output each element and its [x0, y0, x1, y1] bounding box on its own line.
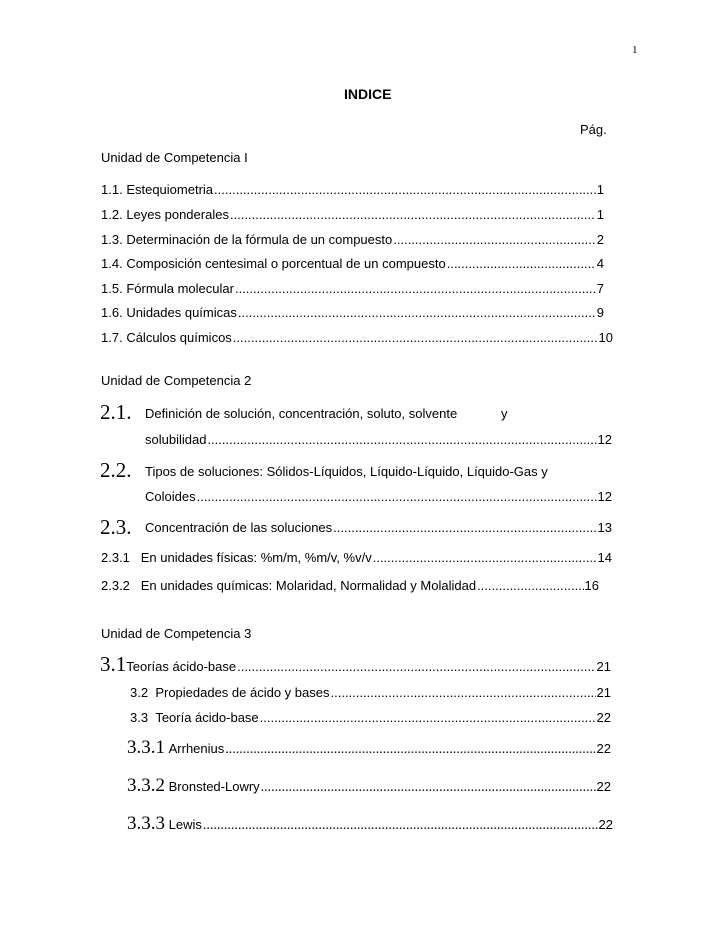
dot-leader	[235, 281, 596, 296]
entry-page: 16	[584, 578, 599, 593]
entry-text: Determinación de la fórmula de un compuesto	[126, 232, 393, 247]
dot-leader	[225, 742, 595, 758]
entry-page: 2	[596, 232, 604, 247]
page-number: 1	[632, 44, 638, 56]
dot-leader	[237, 659, 595, 674]
entry-text: En unidades químicas: Molaridad, Normalidad y Molalidad	[140, 578, 477, 593]
toc-entry[interactable]	[101, 550, 612, 565]
dot-leader	[331, 685, 596, 700]
section-text: Tipos de soluciones: Sólidos-Líquidos, Líquido-Líquido, Líquido-Gas y	[145, 464, 548, 479]
section-text: Definición de solución, concentración, soluto, solvente	[145, 406, 458, 421]
dot-leader	[261, 780, 596, 796]
entry-text: Coloides	[145, 489, 196, 504]
entry-number: 1.6.	[101, 305, 123, 320]
dot-leader	[447, 256, 596, 271]
toc-entry[interactable]	[127, 737, 611, 759]
entry-page: 14	[597, 550, 612, 565]
toc-entry[interactable]	[101, 207, 604, 222]
entry-number: 3.2	[130, 685, 149, 700]
entry-number: 3.3	[130, 710, 149, 725]
toc-entry[interactable]	[130, 685, 611, 700]
entry-text: Concentración de las soluciones	[145, 520, 333, 535]
toc-entry[interactable]	[101, 578, 599, 593]
dot-leader	[333, 520, 596, 535]
section-number: 2.2.	[100, 458, 132, 482]
entry-page: 1	[596, 182, 604, 197]
entry-text: Estequiometria	[126, 182, 214, 197]
dot-leader	[197, 489, 597, 504]
dot-leader	[238, 305, 596, 320]
entry-number: 3.1	[100, 652, 127, 676]
entry-page: 4	[596, 256, 604, 271]
entry-text: En unidades físicas: %m/m, %m/v, %v/v	[140, 550, 372, 565]
entry-text: Bronsted-Lowry	[168, 779, 260, 794]
toc-entry[interactable]	[127, 813, 613, 835]
entry-number: 1.2.	[101, 207, 123, 222]
dot-leader	[230, 207, 596, 222]
toc-entry[interactable]	[101, 182, 604, 197]
unit-heading-1: Unidad de Competencia I	[101, 150, 248, 165]
dot-leader	[233, 330, 598, 345]
unit-heading-3: Unidad de Competencia 3	[101, 626, 252, 641]
entry-number: 1.4.	[101, 256, 123, 271]
entry-number: 1.3.	[101, 232, 123, 247]
entry-text: Leyes ponderales	[126, 207, 229, 222]
entry-text: Cálculos químicos	[126, 330, 232, 345]
entry-number: 2.3.1	[101, 550, 130, 565]
entry-text: Lewis	[168, 817, 202, 832]
page-title: INDICE	[344, 86, 392, 102]
toc-entry[interactable]	[101, 232, 604, 247]
entry-text: Unidades químicas	[126, 305, 237, 320]
entry-number: 2.3.2	[101, 578, 130, 593]
toc-entry[interactable]	[100, 652, 611, 677]
entry-page: 12	[597, 489, 612, 504]
dot-leader	[207, 432, 596, 447]
entry-number: 3.3.3	[127, 813, 165, 834]
toc-entry[interactable]	[130, 710, 611, 725]
entry-page: 13	[597, 520, 612, 535]
entry-number: 1.5.	[101, 281, 123, 296]
page-column-label: Pág.	[580, 122, 607, 137]
entry-page: 22	[598, 817, 613, 832]
toc-entry[interactable]	[145, 432, 612, 447]
dot-leader	[477, 578, 583, 593]
toc-entry[interactable]	[101, 330, 613, 345]
entry-text: Teorías ácido-base	[126, 659, 237, 674]
toc-entry[interactable]	[101, 281, 604, 296]
entry-number: 3.3.1	[127, 737, 165, 758]
entry-text: solubilidad	[145, 432, 207, 447]
entry-page: 22	[596, 741, 611, 756]
section-number: 2.3.	[100, 515, 132, 539]
entry-page: 12	[597, 432, 612, 447]
entry-text: Propiedades de ácido y bases	[155, 685, 330, 700]
dot-leader	[393, 232, 596, 247]
section-text-end: y	[501, 406, 508, 421]
entry-page: 21	[596, 659, 611, 674]
unit-heading-2: Unidad de Competencia 2	[101, 373, 252, 388]
section-number: 2.1.	[100, 400, 132, 424]
entry-page: 21	[596, 685, 611, 700]
entry-number: 1.7.	[101, 330, 123, 345]
dot-leader	[373, 550, 597, 565]
entry-page: 22	[596, 710, 611, 725]
entry-page: 22	[596, 779, 611, 794]
entry-page: 10	[598, 330, 613, 345]
toc-entry[interactable]	[101, 305, 604, 320]
dot-leader	[214, 182, 596, 197]
entry-text: Fórmula molecular	[126, 281, 234, 296]
entry-text: Teoría ácido-base	[155, 710, 259, 725]
toc-entry[interactable]	[145, 520, 612, 535]
toc-entry[interactable]	[127, 775, 611, 797]
entry-text: Composición centesimal o porcentual de un compuesto	[126, 256, 446, 271]
entry-page: 7	[596, 281, 604, 296]
entry-page: 9	[596, 305, 604, 320]
entry-number: 1.1.	[101, 182, 123, 197]
dot-leader	[203, 818, 598, 834]
toc-entry[interactable]	[145, 489, 612, 504]
toc-entry[interactable]	[101, 256, 604, 271]
entry-number: 3.3.2	[127, 775, 165, 796]
dot-leader	[260, 710, 596, 725]
entry-text: Arrhenius	[168, 741, 225, 756]
entry-page: 1	[596, 207, 604, 222]
